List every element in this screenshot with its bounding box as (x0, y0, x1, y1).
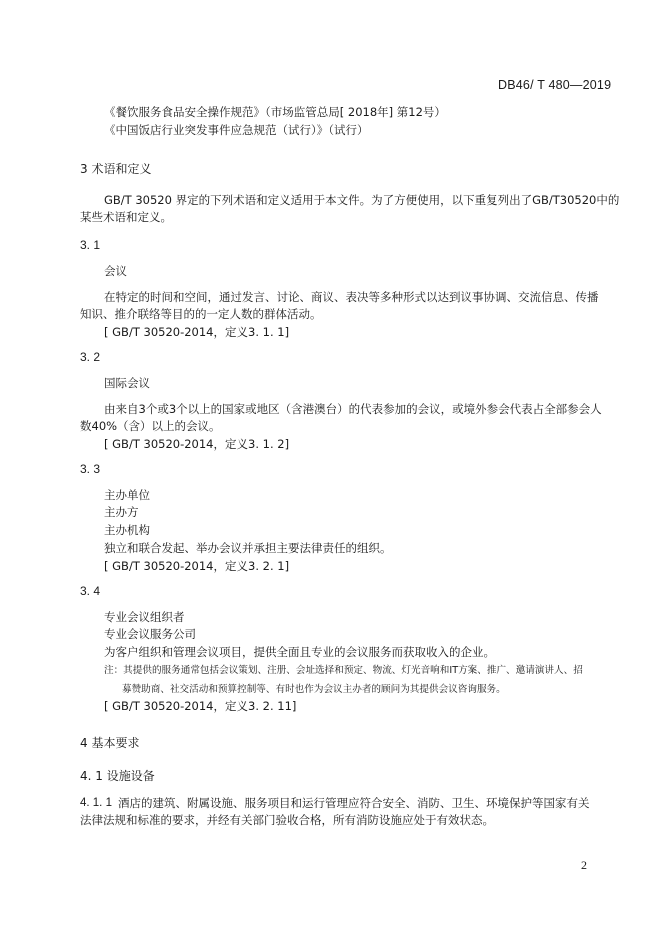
term-definition-line-1: 独立和联合发起、举办会议并承担主要法律责任的组织。 (104, 541, 392, 555)
clause-line-2: 法律法规和标准的要求，并经有关部门验收合格，所有消防设施应处于有效状态。 (80, 813, 494, 827)
term-alternate: 专业会议服务公司 (104, 627, 196, 641)
term-name: 会议 (104, 264, 127, 278)
term-source: [ GB/T 30520-2014，定义3. 1. 2] (104, 437, 290, 451)
reference-line: 《中国饭店行业突发事件应急规范（试行）》（试行） (104, 123, 369, 137)
page-number: 2 (581, 858, 587, 872)
term-note-line-1: 注：其提供的服务通常包括会议策划、注册、会址选择和预定、物流、灯光音响和IT方案、推广、邀请演讲人、招 (104, 665, 583, 676)
term-number: 3. 2 (80, 350, 101, 364)
term-source: [ GB/T 30520-2014，定义3. 2. 11] (104, 699, 297, 713)
reference-line: 《餐饮服务食品安全操作规范》（市场监管总局[ 2018年] 第12号） (104, 105, 446, 119)
section-3-heading: 3 术语和定义 (80, 162, 152, 176)
term-name: 国际会议 (104, 376, 150, 390)
term-number: 3. 4 (80, 584, 101, 598)
term-alternate: 主办机构 (104, 523, 150, 537)
section-4-1-heading: 4. 1 设施设备 (80, 769, 155, 783)
document-code: DB46/ T 480—2019 (498, 78, 612, 92)
term-number: 3. 1 (80, 238, 101, 252)
term-name: 主办单位 (104, 488, 150, 502)
term-alternate: 主办方 (104, 505, 139, 519)
term-source: [ GB/T 30520-2014，定义3. 2. 1] (104, 559, 290, 573)
term-definition-line-1: 为客户组织和管理会议项目，提供全面且专业的会议服务而获取收入的企业。 (104, 645, 495, 659)
term-definition-line-2: 数40%（含）以上的会议。 (80, 419, 221, 433)
term-name: 专业会议组织者 (104, 610, 185, 624)
section-4-heading: 4 基本要求 (80, 736, 140, 750)
section-3-intro-line-2: 某些术语和定义。 (80, 210, 172, 224)
clause-line-1: 酒店的建筑、附属设施、服务项目和运行管理应符合安全、消防、卫生、环境保护等国家有关 (118, 796, 590, 810)
section-3-intro-line-1: GB/T 30520 界定的下列术语和定义适用于本文件。为了方便使用，以下重复列出了GB/T30520中的 (104, 193, 620, 207)
term-definition-line-1: 在特定的时间和空间，通过发言、讨论、商议、表决等多种形式以达到议事协调、交流信息、传播 (104, 290, 599, 304)
term-number: 3. 3 (80, 462, 101, 476)
term-source: [ GB/T 30520-2014，定义3. 1. 1] (104, 325, 290, 339)
term-definition-line-1: 由来自3个或3个以上的国家或地区（含港澳台）的代表参加的会议，或境外参会代表占全部参会人 (104, 402, 602, 416)
clause-number: 4. 1. 1 (80, 797, 112, 809)
term-note-line-2: 募赞助商、社交活动和预算控制等、有时也作为会议主办者的顾问为其提供会议咨询服务。 (122, 684, 506, 695)
term-definition-line-2: 知识、推介联络等目的的一定人数的群体活动。 (80, 307, 322, 321)
